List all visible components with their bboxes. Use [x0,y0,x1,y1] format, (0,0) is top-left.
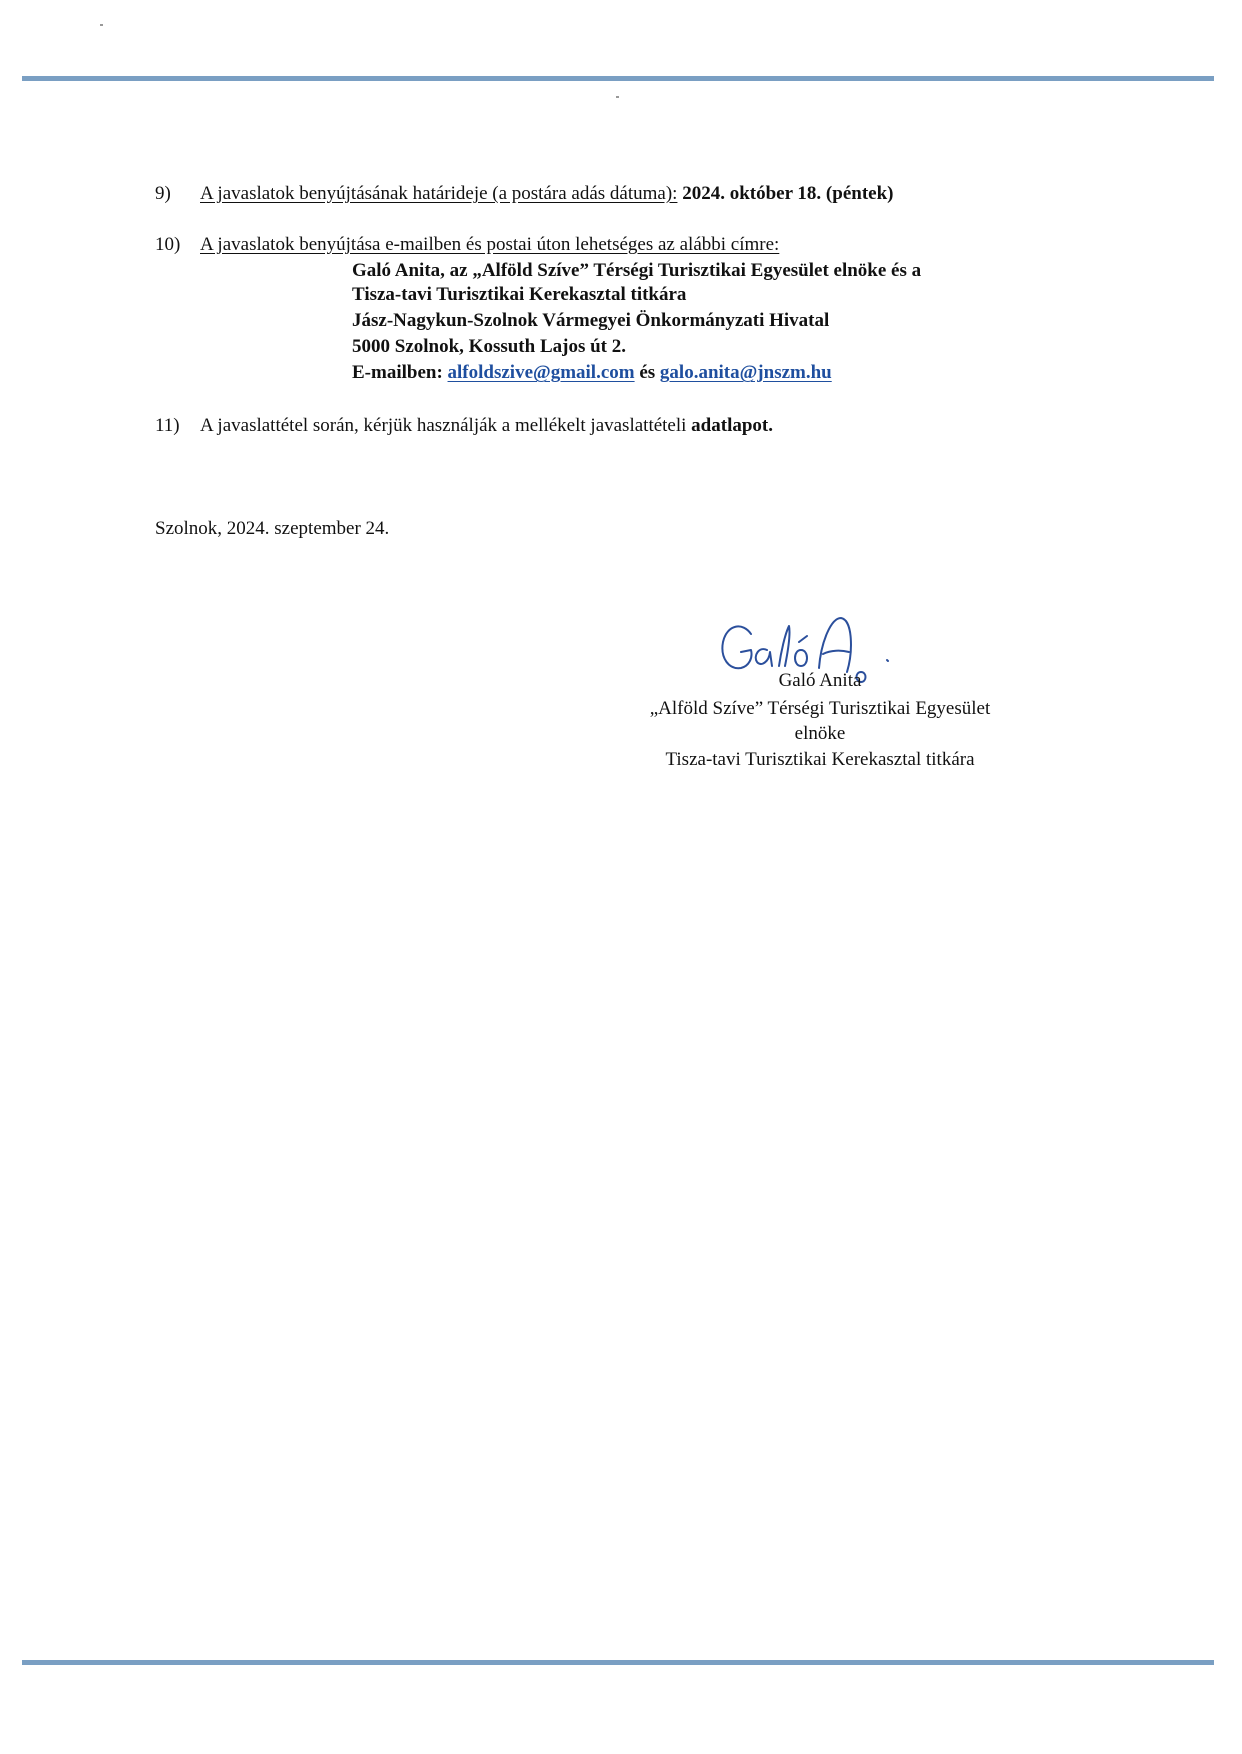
scan-speck [616,96,619,98]
email-link-galo-anita[interactable]: galo.anita@jnszm.hu [659,362,832,383]
item-11 [200,415,773,437]
address-line: Galó Anita, az „Alföld Szíve” Térségi Turisztikai Egyesület elnöke és a [352,260,922,281]
item-11-text: A javaslattétel során, kérjük használják a mellékelt javaslattételi [200,415,687,436]
email-conjunction: és [639,362,656,383]
email-line [352,361,832,385]
item-9-text: A javaslatok benyújtásának határideje (a postára adás dátuma): [200,183,678,204]
bottom-rule [22,1660,1214,1665]
signatory-title: „Alföld Szíve” Térségi Turisztikai Egyesület [649,698,991,719]
item-11-bold: adatlapot. [691,415,773,436]
signatory-title: elnöke [794,723,846,744]
scan-speck [100,24,103,26]
item-11-number: 11) [155,415,180,436]
email-prefix: E-mailben: [352,362,443,383]
address-line: Tisza-tavi Turisztikai Kerekasztal titkára [352,284,687,305]
top-rule [22,76,1214,81]
place-date: Szolnok, 2024. szeptember 24. [155,518,390,539]
signatory-name: Galó Anita [778,670,862,691]
address-line: 5000 Szolnok, Kossuth Lajos út 2. [352,336,626,357]
item-9 [200,183,894,205]
item-10 [200,234,779,256]
item-10-text: A javaslatok benyújtása e-mailben és postai úton lehetséges az alábbi címre: [200,234,780,255]
item-10-number: 10) [155,234,181,255]
email-link-alfoldszive[interactable]: alfoldszive@gmail.com [447,362,635,383]
signatory-title: Tisza-tavi Turisztikai Kerekasztal titkára [665,749,975,770]
address-line: Jász-Nagykun-Szolnok Vármegyei Önkormányzati Hivatal [352,310,830,331]
item-9-deadline: 2024. október 18. (péntek) [682,183,894,204]
item-9-number: 9) [155,183,171,204]
